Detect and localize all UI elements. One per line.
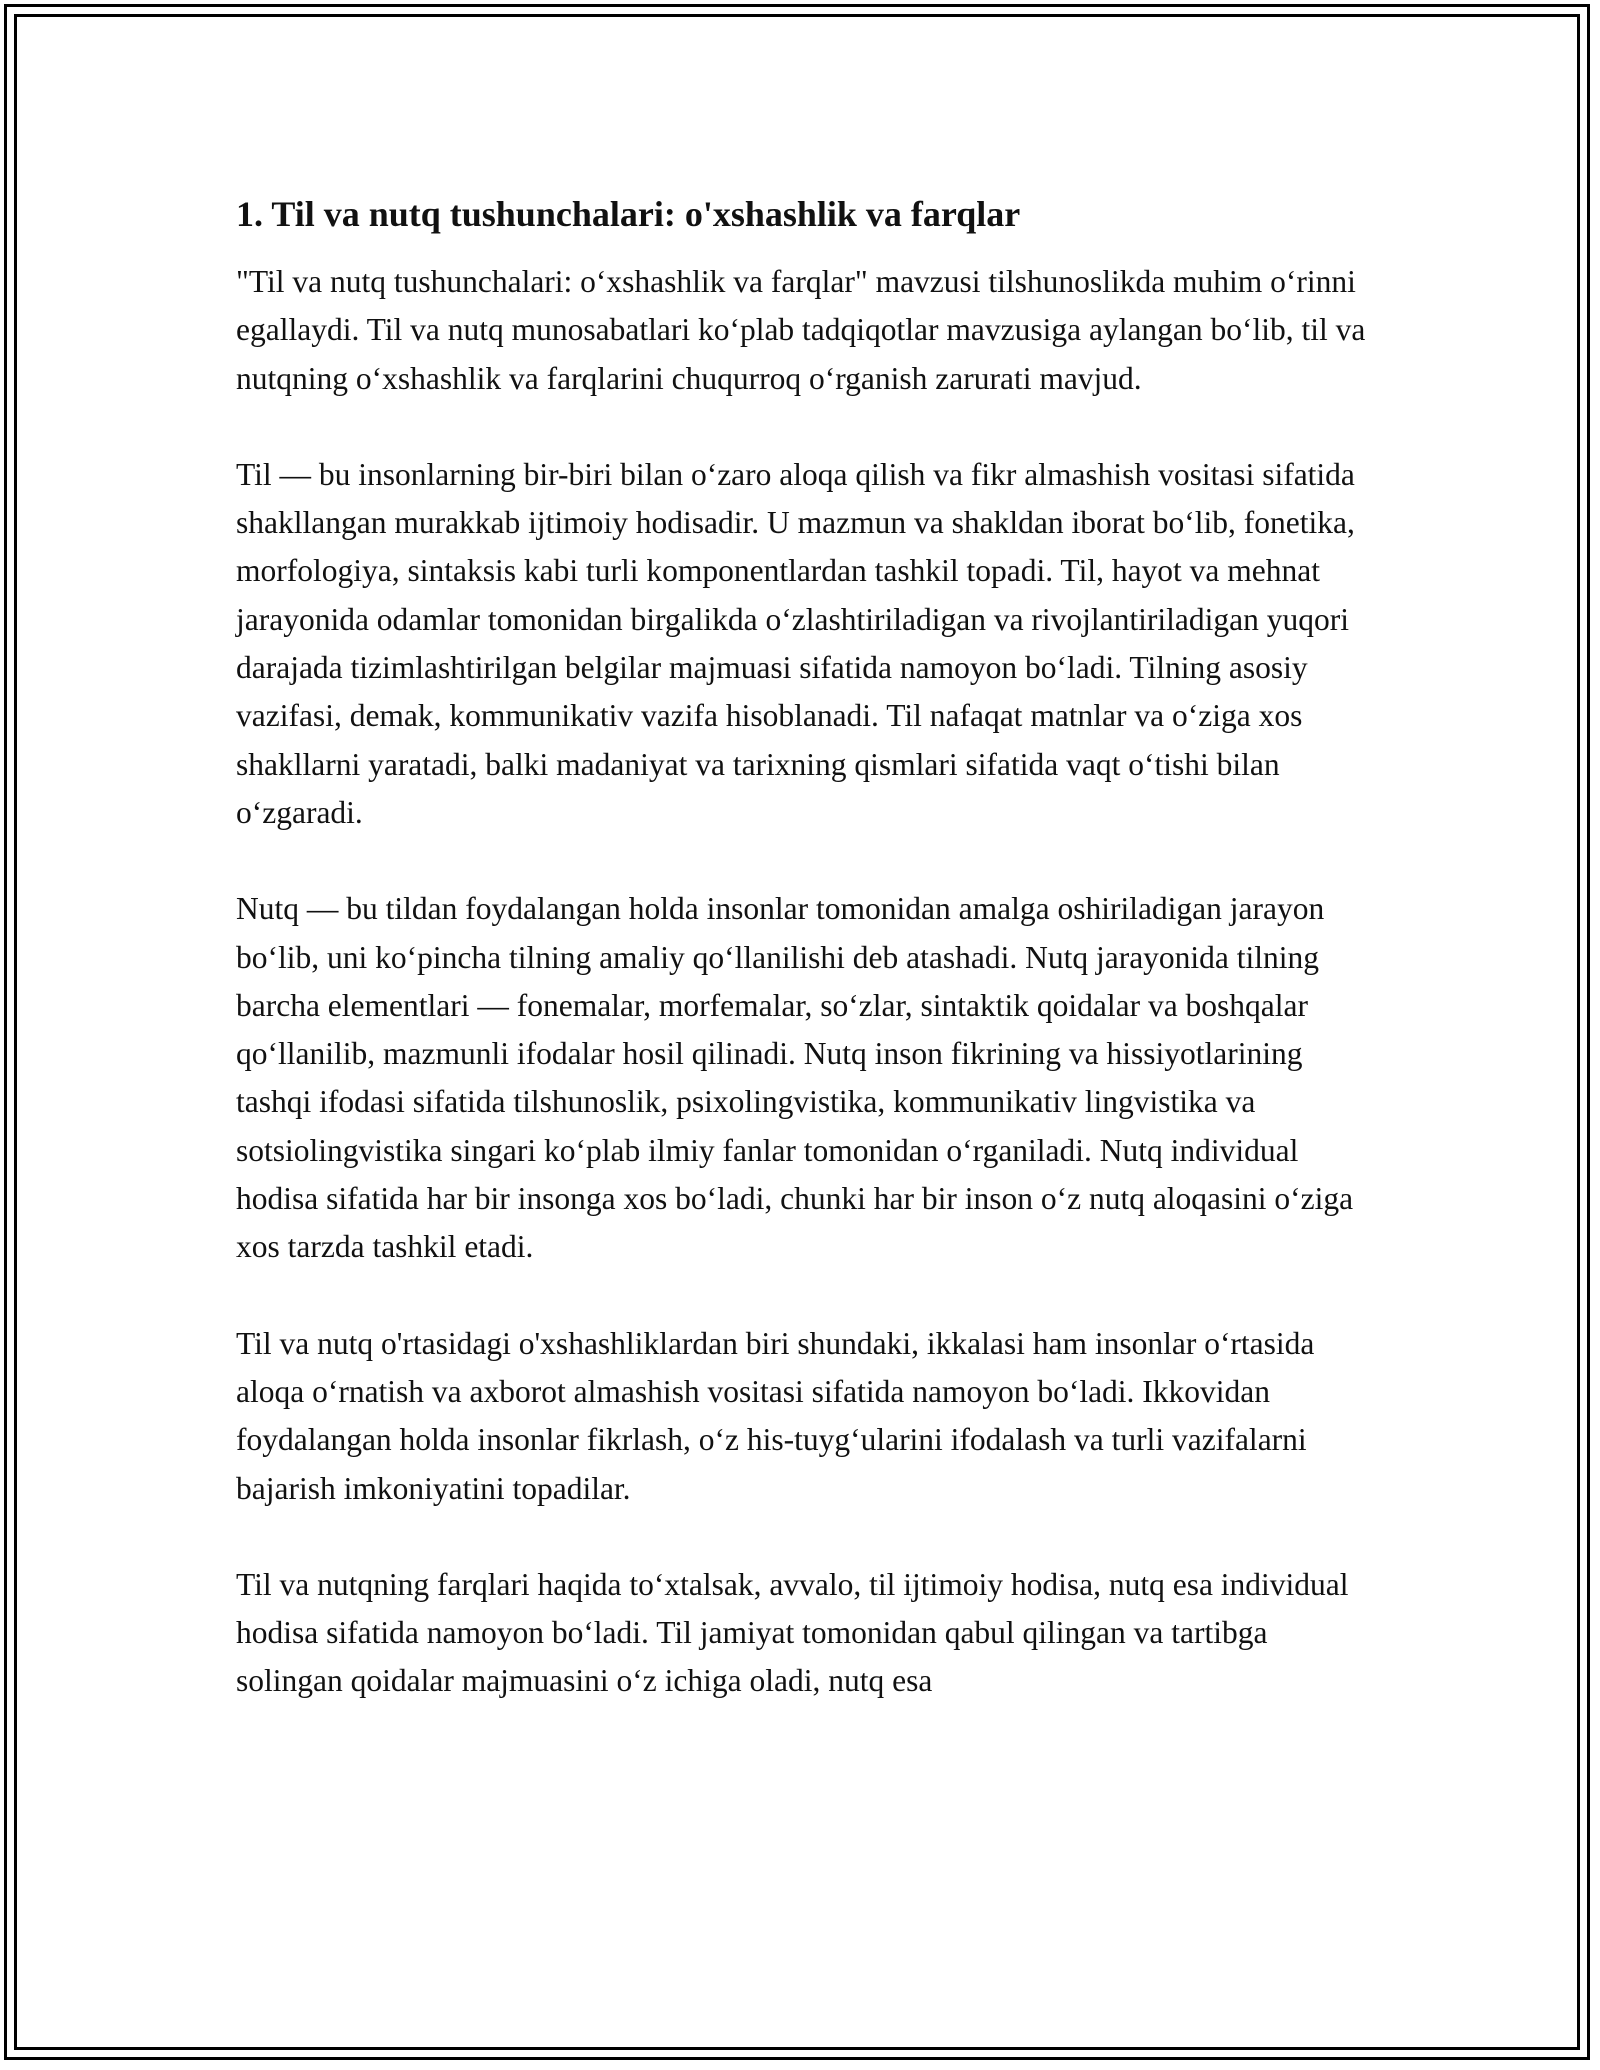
paragraph-intro: "Til va nutq tushunchalari: oʻxshashlik va farqlar" mavzusi tilshunoslikda muhim oʻrinni egallaydi. Til va nutq munosabatlari koʻplab tadqiqotlar mavzusiga aylangan boʻlib, til va nutqning oʻxshashlik va farqlarini chuqurroq oʻrganish zarurati mavjud.	[236, 264, 1366, 396]
paragraph-similarities: Til va nutq o'rtasidagi o'xshashliklardan biri shundaki, ikkalasi ham insonlar oʻrtasida aloqa oʻrnatish va axborot almashish vositasi sifatida namoyon boʻladi. Ikkovidan foydalangan holda insonlar fikrlash, oʻz his-tuygʻularini ifodalash va turli vazifalarni bajarish imkoniyatini topadilar.	[236, 1325, 1315, 1506]
paragraph-nutq-definition: Nutq — bu tildan foydalangan holda insonlar tomonidan amalga oshiriladigan jarayon boʻlib, uni koʻpincha tilning amaliy qoʻllanilishi deb atashadi. Nutq jarayonida tilning barcha elementlari — fonemalar, morfemalar, soʻzlar, sintaktik qoidalar va boshqalar qoʻllanilib, mazmunli ifodalar hosil qilinadi. Nutq inson fikrining va hissiyotlarining tashqi ifodasi sifatida tilshunoslik, psixolingvistika, kommunikativ lingvistika va sotsiolingvistika singari koʻplab ilmiy fanlar tomonidan oʻrganiladi. Nutq individual hodisa sifatida har bir insonga xos boʻladi, chunki har bir inson oʻz nutq aloqasini oʻziga xos tarzda tashkil etadi.	[236, 891, 1354, 1265]
section-heading: 1. Til va nutq tushunchalari: o'xshashlik va farqlar	[236, 194, 1021, 234]
document-body	[236, 188, 1366, 1754]
paragraph-til-definition: Til — bu insonlarning bir-biri bilan oʻzaro aloqa qilish va fikr almashish vositasi sifatida shakllangan murakkab ijtimoiy hodisadir. U mazmun va shakldan iborat boʻlib, fonetika, morfologiya, sintaksis kabi turli komponentlardan tashkil topadi. Til, hayot va mehnat jarayonida odamlar tomonidan birgalikda oʻzlashtiriladigan va rivojlantiriladigan yuqori darajada tizimlashtirilgan belgilar majmuasi sifatida namoyon boʻladi. Tilning asosiy vazifasi, demak, kommunikativ vazifa hisoblanadi. Til nafaqat matnlar va oʻziga xos shakllarni yaratadi, balki madaniyat va tarixning qismlari sifatida vaqt oʻtishi bilan oʻzgaradi.	[236, 456, 1355, 830]
paragraph-differences: Til va nutqning farqlari haqida toʻxtalsak, avvalo, til ijtimoiy hodisa, nutq esa individual hodisa sifatida namoyon boʻladi. Til jamiyat tomonidan qabul qilingan va tartibga solingan qoidalar majmuasini oʻz ichiga oladi, nutq esa	[236, 1566, 1349, 1699]
